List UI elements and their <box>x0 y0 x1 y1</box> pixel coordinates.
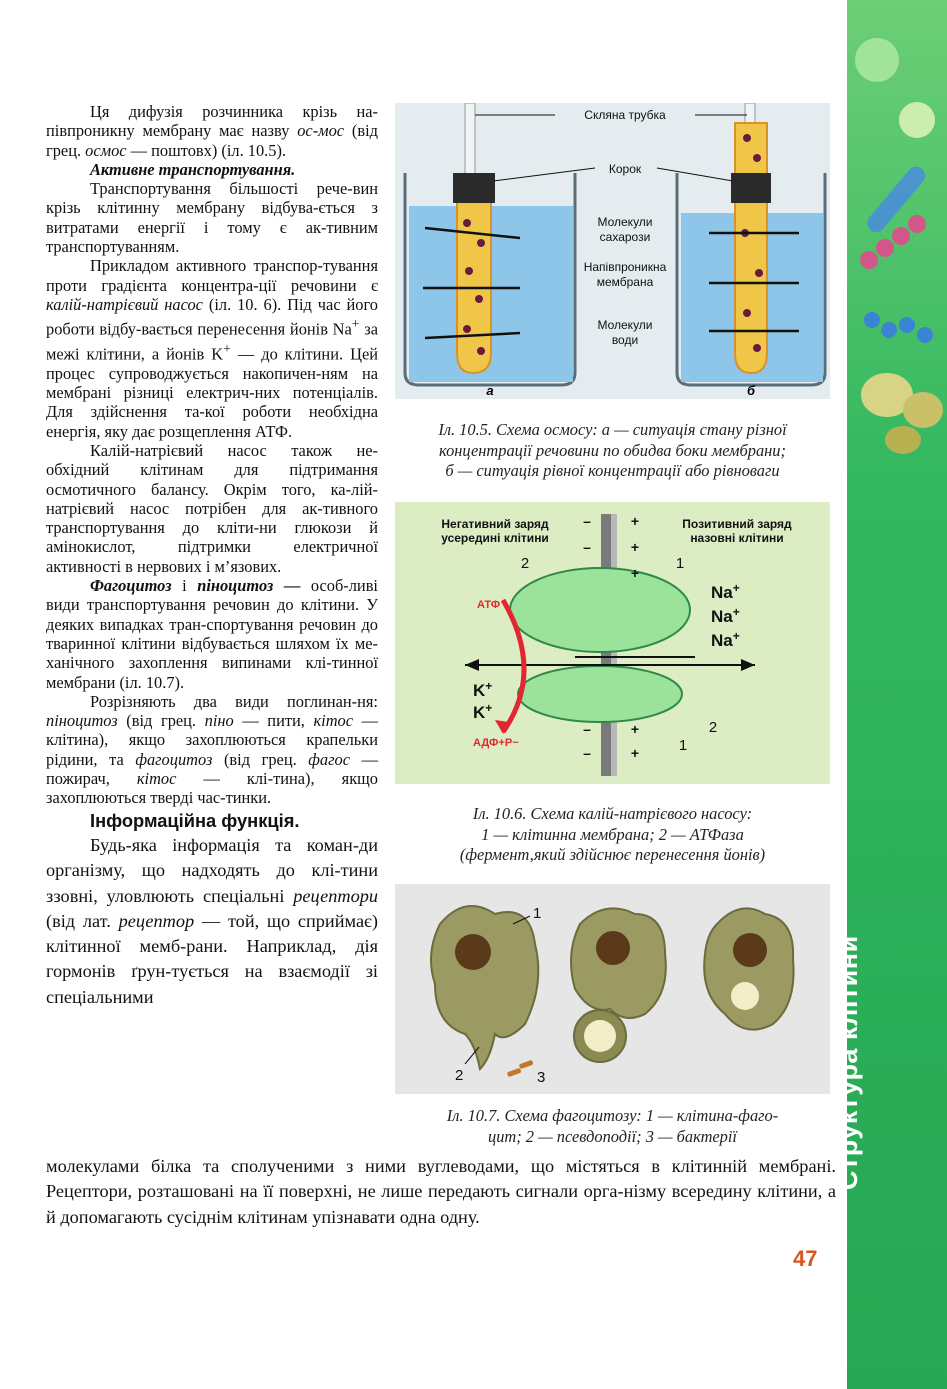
svg-text:–: – <box>583 539 591 555</box>
label-1-top: 1 <box>675 555 685 572</box>
label-water-2: води <box>611 333 639 347</box>
label-1: 1 <box>533 905 542 922</box>
label-positive-2: назовні клітини <box>690 531 784 545</box>
left-column <box>46 102 378 1010</box>
side-title: Структура клітини <box>833 935 863 1190</box>
svg-text:+: + <box>630 745 640 761</box>
label-sucrose-1: Молекули <box>597 215 653 229</box>
label-membrane-1: Напівпроникна <box>583 260 667 274</box>
svg-text:+: + <box>630 565 640 581</box>
label-sucrose-2: сахарози <box>599 230 651 244</box>
caption-osmosis: Іл. 10.5. Схема осмосу: а — ситуація стану різної концентрації речовини по обидва боки мембрани; б — ситуація рівної концентрації або рівноваги <box>438 420 787 480</box>
label-positive-1: Позитивний заряд <box>682 517 792 531</box>
figure-phagocytosis <box>395 884 830 1094</box>
svg-text:–: – <box>583 721 591 737</box>
svg-text:+: + <box>630 513 640 529</box>
paragraph-pump: Прикладом активного транспор-тування проти градієнта концентра-ції речовини є калій-натрієвий насос (іл. 10. 6). Під час його роботи відбу-вається перенесення йонів Na+ за межі клітини, а йонів K+ — до клітини. Цей процес супроводжується накопичен-ням на мембрані різниці електрич-них потенціалів. Для здійснення та-кої роботи необхідна енергія, яку дає розщеплення АТФ. <box>46 256 378 441</box>
svg-text:–: – <box>583 745 591 761</box>
label-na-1: Na+ <box>711 581 740 602</box>
label-2-top: 2 <box>520 555 530 572</box>
label-cork: Корок <box>608 162 642 176</box>
label-membrane-2: мембрана <box>596 275 654 289</box>
label-adp: АДФ+Р~ <box>473 737 519 749</box>
label-na-2: Na+ <box>711 605 740 626</box>
label-1-bottom: 1 <box>678 737 688 754</box>
paragraph-phagocytosis: Фагоцитоз і піноцитоз — особ-ливі види транспортування речовин до клітини. У деяких випадках тран-спортування речовин до тваринної клітини відбувається шляхом їх ме-ханічного захоплення випинами клі-тинної мембрани (іл. 10.7). <box>46 576 378 692</box>
label-negative-1: Негативний заряд <box>441 517 549 531</box>
page-number: 47 <box>793 1246 818 1271</box>
figure-sodium-potassium-pump <box>395 502 830 784</box>
svg-text:+: + <box>630 539 640 555</box>
label-3: 3 <box>537 1069 546 1086</box>
paragraph-receptors: Будь-яка інформація та коман-ди організму, що надходять до клі-тини ззовні, уловлюють спеціальні рецептори (від лат. рецептор — той, що сприймає) клітинної мемб-рани. Наприклад, дія гормонів ґрун-тується на взаємодії зі спеціальними <box>46 834 378 1007</box>
label-glass-tube: Скляна трубка <box>584 108 666 122</box>
svg-text:–: – <box>583 513 591 529</box>
figure-osmosis <box>395 103 830 399</box>
svg-text:+: + <box>630 721 640 737</box>
label-k-1: K+ <box>473 679 493 700</box>
paragraph-osmosis: Ця дифузія розчинника крізь на-півпроникну мембрану має назву ос-мос (від грец. осмос — поштовх) (іл. 10.5). <box>46 102 378 160</box>
label-a: а <box>486 383 494 398</box>
label-2-bottom: 2 <box>708 719 718 736</box>
label-k-2: K+ <box>473 701 493 722</box>
label-atp: АТФ <box>477 599 501 611</box>
paragraph-active-transport: Транспортування більшості рече-вин крізь клітинну мембрану відбува-ється з витратами енергії і тому є ак-тивним транспортуванням. <box>46 179 378 257</box>
label-negative-2: усередині клітини <box>441 531 549 545</box>
caption-pump: Іл. 10.6. Схема калій-натрієвого насосу: 1 — клітинна мембрана; 2 — АТФаза (фермент,який здійснює перенесення йонів) <box>459 804 766 864</box>
paragraph-pump-functions: Калій-натрієвий насос також не-обхідний клітинам для підтримання осмотичного балансу. Окрім того, ка-лій-натрієвий насос потрібен для ак-тивного транспортування до кліти-ни глюкози й амінокислот, підтримки електричної активності в нервових і м’язових. <box>46 440 378 576</box>
paragraph-receptors-continued: молекулами білка та сполученими з ними вуглеводами, що містяться в клітинній мембрані. Рецептори, розташовані на її поверхні, не лише передають сигнали орга-нізму всередину клітини, а й допомагають сусіднім клітинам упізнавати одна одну. <box>46 1156 836 1227</box>
caption-phagocytosis: Іл. 10.7. Схема фагоцитозу: 1 — клітина-фаго- цит; 2 — псевдоподії; 3 — бактерії <box>446 1106 779 1146</box>
label-water-1: Молекули <box>597 318 653 332</box>
heading-information-function: Інформаційна функція. <box>90 809 300 831</box>
label-b: б <box>746 383 756 398</box>
label-na-3: Na+ <box>711 629 740 650</box>
label-2: 2 <box>455 1067 464 1084</box>
heading-active-transport: Активне транспортування. <box>90 159 296 179</box>
paragraph-absorption-types: Розрізняють два види поглинан-ня: піноцитоз (від грец. піно — пити, кітос — клітина), якщо захоплюються крапельки рідини, та фагоцитоз (від грец. фагос — пожирач, кітос — клі-тина), якщо захоплюються тверді час-тинки. <box>46 691 379 808</box>
